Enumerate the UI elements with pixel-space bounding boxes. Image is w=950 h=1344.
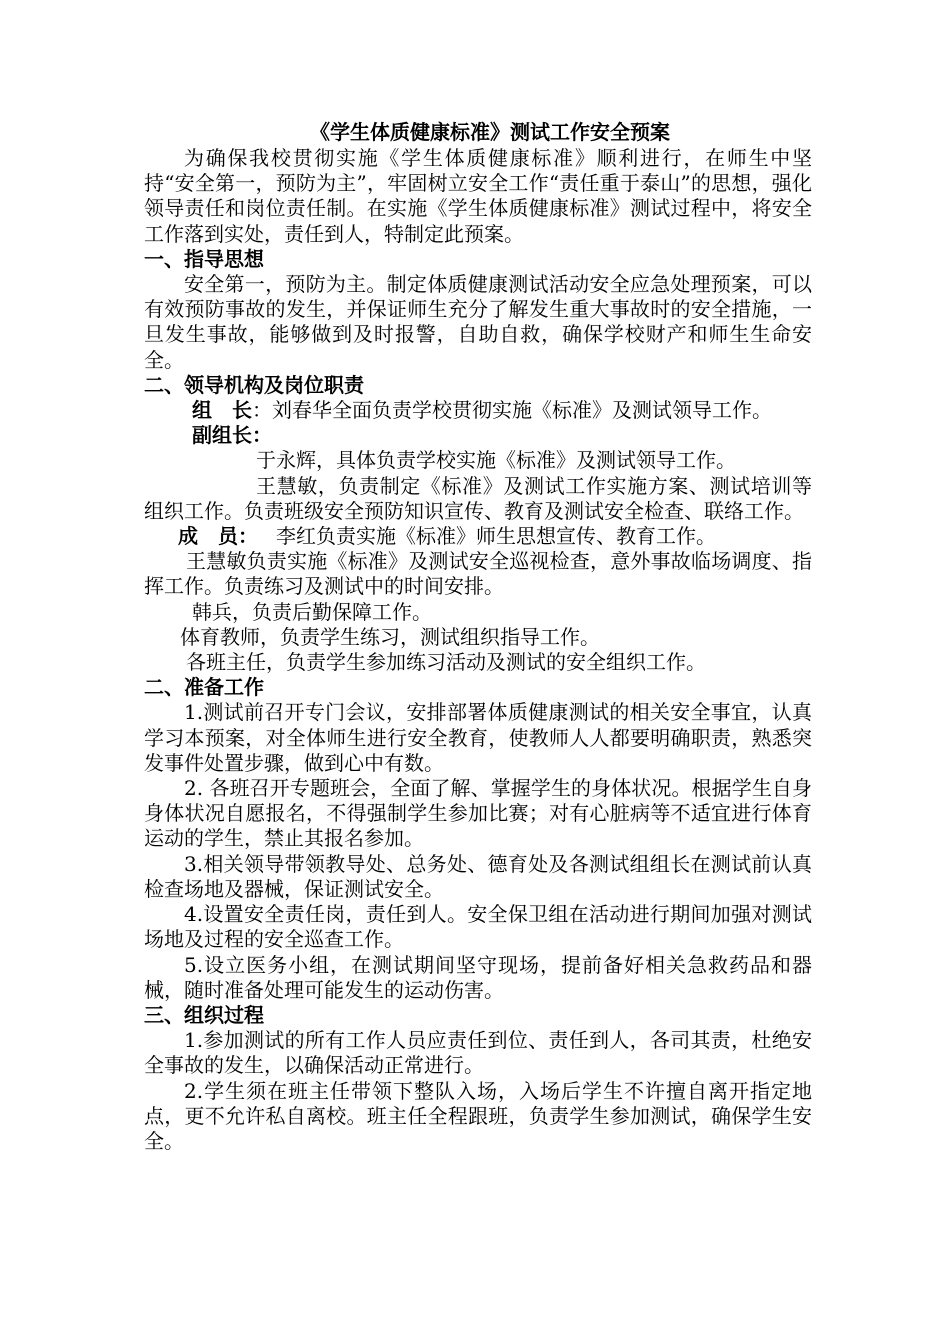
deputy-1: 于永辉，具体负责学校实施《标准》及测试领导工作。 [256,448,736,473]
preparation-item: 5.设立医务小组，在测试期间坚守现场，提前备好相关急救药品和器械，随时准备处理可能发生的运动伤害。 [144,952,812,1002]
intro-paragraph: 为确保我校贯彻实施《学生体质健康标准》顺利进行，在师生中坚持“安全第一，预防为主”，牢固树立安全工作“责任重于泰山”的思想，强化领导责任和岗位责任制。在实施《学生体质健康标准》测试过程中，将安全工作落到实处，责任到人，特制定此预案。 [144,146,812,246]
section-heading-leadership: 二、领导机构及岗位职责 [144,372,364,397]
member-label: 成 员： [178,524,258,549]
member-line [144,524,812,549]
member-5: 各班主任，负责学生参加练习活动及测试的安全组织工作。 [186,650,706,675]
section-heading-preparation: 二、准备工作 [144,675,264,700]
guiding-thought-paragraph: 安全第一，预防为主。制定体质健康测试活动安全应急处理预案，可以有效预防事故的发生，并保证师生充分了解发生重大事故时的安全措施，一旦发生事故，能够做到及时报警，自助自救，确保学校财产和师生生命安全。 [144,272,812,372]
preparation-item: 4.设置安全责任岗，责任到人。安全保卫组在活动进行期间加强对测试场地及过程的安全巡查工作。 [144,902,812,952]
section-heading-process: 三、组织过程 [144,1002,264,1027]
deputy-label: 副组长： [192,423,272,448]
member-4: 体育教师，负责学生练习，测试组织指导工作。 [180,624,600,649]
deputy-2: 王慧敏，负责制定《标准》及测试工作实施方案、测试培训等组织工作。负责班级安全预防知识宣传、教育及测试安全检查、联络工作。 [144,473,812,523]
process-item: 2.学生须在班主任带领下整队入场，入场后学生不许擅自离开指定地点，更不允许私自离校。班主任全程跟班，负责学生参加测试，确保学生安全。 [144,1078,812,1153]
member-1: 李红负责实施《标准》师生思想宣传、教育工作。 [276,524,716,549]
leader-line [144,398,812,423]
process-item: 1.参加测试的所有工作人员应责任到位、责任到人，各司其责，杜绝安全事故的发生，以确保活动正常进行。 [144,1028,812,1078]
leader-text: ：刘春华全面负责学校贯彻实施《标准》及测试领导工作。 [252,398,772,423]
preparation-item: 2. 各班召开专题班会，全面了解、掌握学生的身体状况。根据学生自身身体状况自愿报名，不得强制学生参加比赛；对有心脏病等不适宜进行体育运动的学生，禁止其报名参加。 [144,776,812,851]
leader-label: 组 长 [192,398,252,423]
section-heading-guiding-thought: 一、指导思想 [144,246,264,271]
member-3: 韩兵，负责后勤保障工作。 [192,599,432,624]
preparation-item: 1.测试前召开专门会议，安排部署体质健康测试的相关安全事宜，认真学习本预案，对全体师生进行安全教育，使教师人人都要明确职责，熟悉突发事件处置步骤，做到心中有数。 [144,700,812,775]
document-page [144,118,812,1154]
document-title: 《学生体质健康标准》测试工作安全预案 [310,120,670,144]
member-2: 王慧敏负责实施《标准》及测试安全巡视检查，意外事故临场调度、指挥工作。负责练习及测试中的时间安排。 [144,549,812,599]
preparation-item: 3.相关领导带领教导处、总务处、德育处及各测试组组长在测试前认真检查场地及器械，保证测试安全。 [144,851,812,901]
deputy-line [144,423,812,448]
